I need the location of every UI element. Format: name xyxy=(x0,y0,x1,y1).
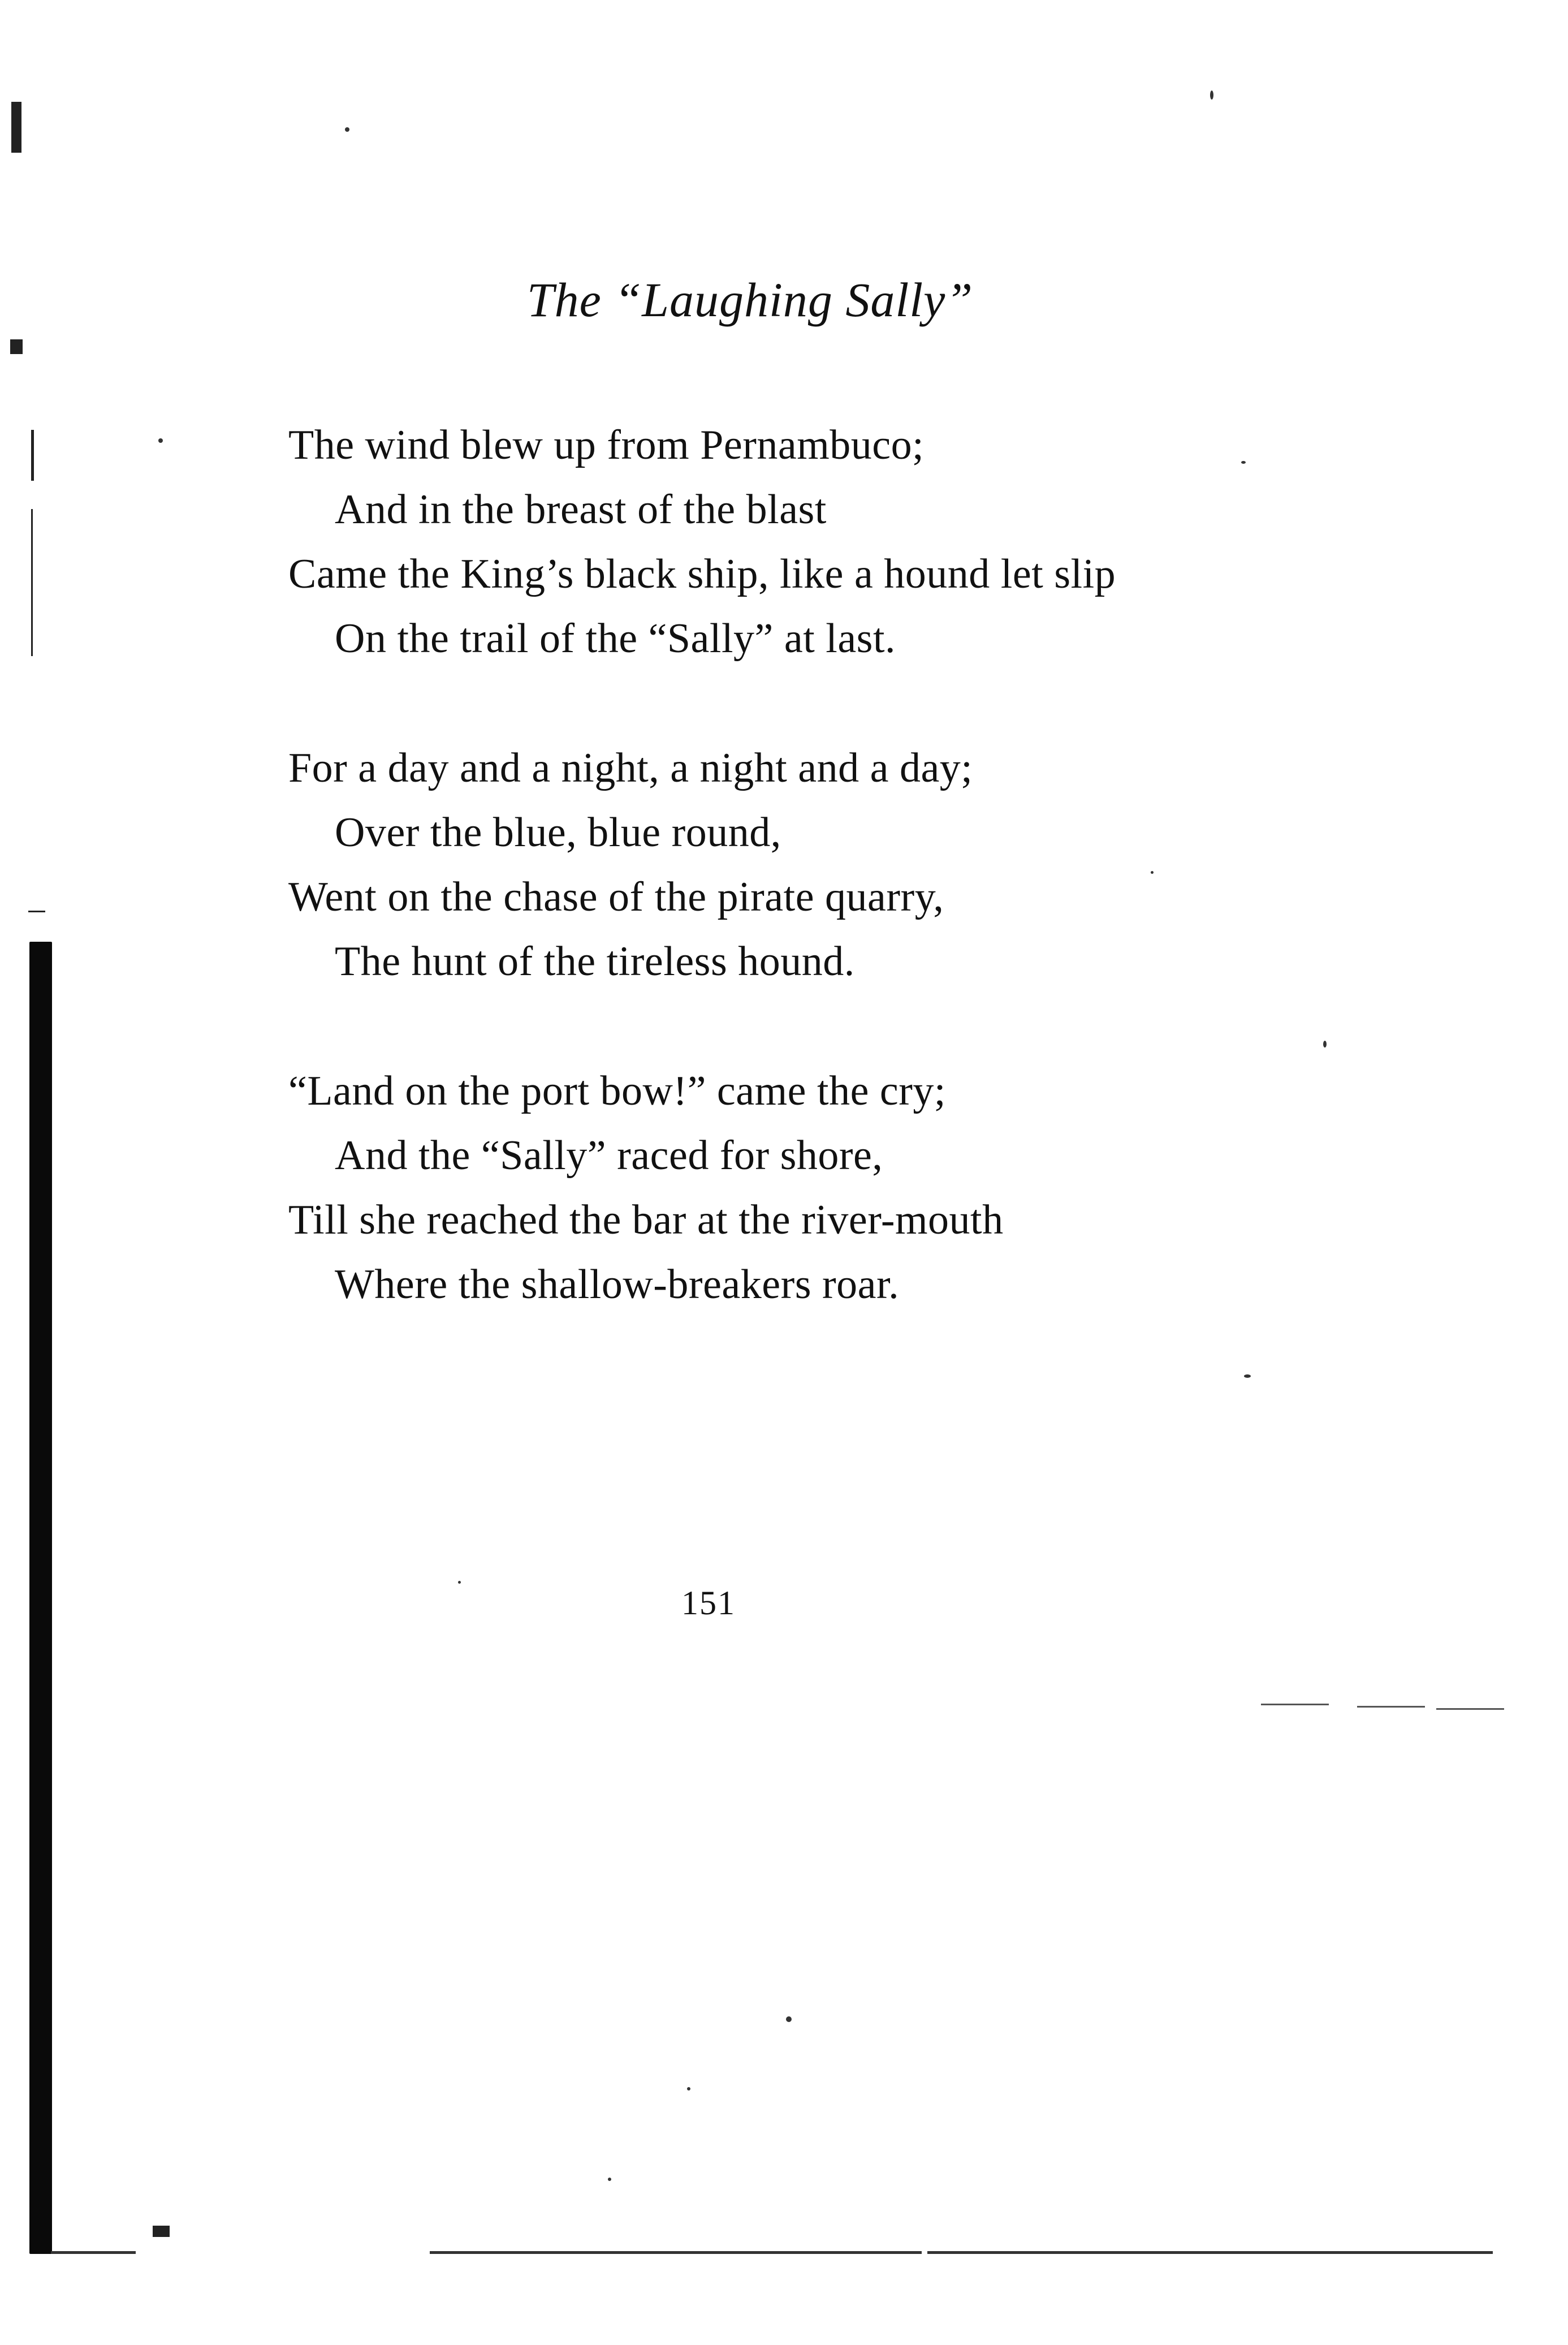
poem-line: For a day and a night, a night and a day; xyxy=(288,745,973,791)
speck xyxy=(458,1581,461,1584)
poem-line: “Land on the port bow!” came the cry; xyxy=(288,1068,946,1114)
poem-line: Till she reached the bar at the river-mouth xyxy=(288,1197,1004,1243)
speck xyxy=(158,438,163,443)
speck xyxy=(1210,90,1213,100)
poem-line: On the trail of the “Sally” at last. xyxy=(335,615,896,662)
poem-line: Over the blue, blue round, xyxy=(335,809,781,856)
bottom-rule xyxy=(51,2251,136,2254)
stanza xyxy=(288,736,1306,994)
stanza xyxy=(288,413,1306,671)
speck xyxy=(786,2016,792,2022)
page-title xyxy=(0,271,1568,328)
speck xyxy=(1323,1041,1327,1048)
edge-mark xyxy=(31,430,34,481)
bottom-rule xyxy=(430,2251,628,2254)
edge-mark xyxy=(11,102,21,153)
stanza xyxy=(288,1059,1306,1317)
poem-line: The hunt of the tireless hound. xyxy=(335,938,855,985)
poem-line: Where the shallow-breakers roar. xyxy=(335,1261,900,1308)
poem-line: Went on the chase of the pirate quarry, xyxy=(288,874,944,920)
speck xyxy=(608,2178,611,2181)
bottom-rule xyxy=(927,2251,1493,2254)
binding-shadow xyxy=(29,942,52,2254)
edge-mark xyxy=(31,509,33,656)
edge-rule xyxy=(1357,1706,1425,1708)
poem-line: And the “Sally” raced for shore, xyxy=(335,1132,883,1179)
page-number: 151 xyxy=(681,1584,736,1622)
edge-mark xyxy=(28,911,45,912)
bottom-rule xyxy=(628,2251,922,2254)
poem-line: The wind blew up from Pernambuco; xyxy=(288,422,925,468)
page-title-text: The “Laughing Sally” xyxy=(526,273,974,327)
edge-rule xyxy=(1261,1704,1329,1705)
edge-rule xyxy=(1436,1708,1504,1710)
speck xyxy=(345,127,349,132)
edge-mark xyxy=(153,2226,170,2237)
speck xyxy=(687,2087,690,2090)
edge-mark xyxy=(10,339,23,354)
poem xyxy=(288,413,1306,1382)
poem-line: And in the breast of the blast xyxy=(335,486,827,533)
poem-line: Came the King’s black ship, like a hound let slip xyxy=(288,551,1116,597)
